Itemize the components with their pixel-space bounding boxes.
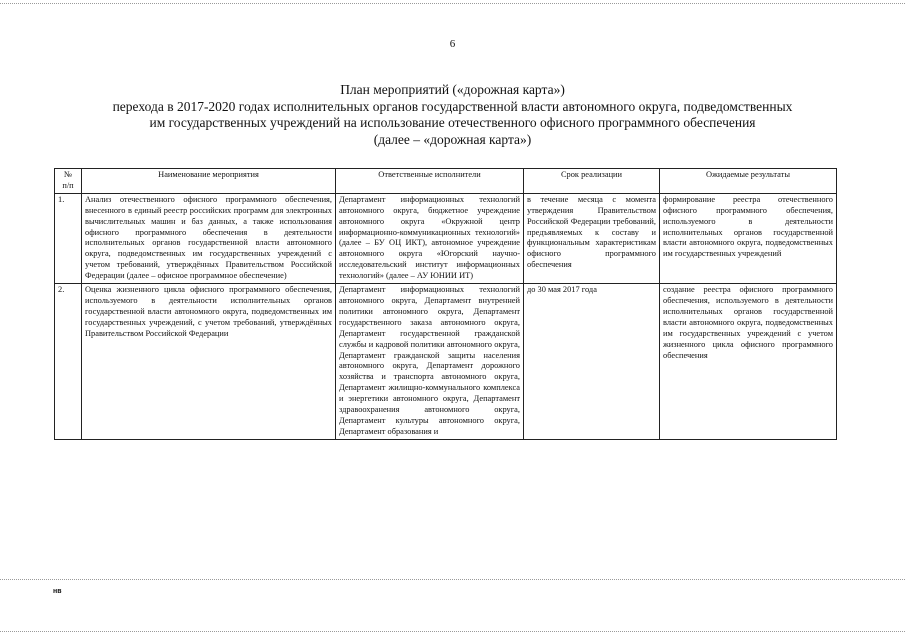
row-number: 2. [55, 284, 82, 440]
header-number: № п/п [55, 169, 82, 194]
scan-artifact-bottom [0, 631, 905, 632]
expected-results: создание реестра офисного программного обеспечения, используемого в деятельности исполнительных органов государственной власти автономного округа, подведомственных им государственных учреждений с учетом жизненного цикла офисного программного обеспечения [660, 284, 837, 440]
roadmap-table [54, 168, 837, 440]
header-responsible: Ответственные исполнители [336, 169, 524, 194]
table-row [55, 284, 837, 440]
table-row [55, 193, 837, 283]
header-deadline: Срок реализации [524, 169, 660, 194]
event-name: Анализ отечественного офисного программного обеспечения, внесенного в единый реестр российских программ для электронных вычислительных машин и баз данных, а также использования офисного программного обеспечения в деятельности исполнительных органов государственной власти автономного округа, подведомственных им государственных учреждений с учетом требований, утверждённых Правительством Российской Федерации (далее – офисное программное обеспечение) [82, 193, 336, 283]
title-line-1: План мероприятий («дорожная карта») [340, 82, 565, 97]
responsible-executors [336, 284, 524, 440]
title-line-2: перехода в 2017-2020 годах исполнительных органов государственной власти автономного округа, подведомственных [112, 98, 793, 114]
footer-mark: нв [53, 588, 62, 595]
event-name: Оценка жизненного цикла офисного программного обеспечения, используемого в деятельности исполнительных органов государственной власти автономного округа, подведомственных им государственных учреждений, с учетом требований, утверждённых Правительством Российской Федерации [82, 284, 336, 440]
title-line-3: им государственных учреждений на использование отечественного офисного программного обеспечения [149, 115, 756, 130]
implementation-deadline: до 30 мая 2017 года [524, 284, 660, 440]
table-header-row [55, 169, 837, 194]
responsible-executors-text: Департамент информационных технологий автономного округа, Департамент внутренней политики автономного округа, Департамент государственного заказа автономного округа, Департамент государственной гражданской службы и кадровой политики автономного округа, Департамент гражданской защиты населения автономного округа, Департамент дорожного хозяйства и транспорта автономного округа, Департамент жилищно-коммунального комплекса и энергетики автономного округа, Департамент здравоохранения автономного округа, Департамент культуры автономного округа, Департамент образования и [339, 285, 520, 436]
page-number: 6 [449, 38, 456, 50]
row-number: 1. [55, 193, 82, 283]
scan-artifact-middle [0, 579, 905, 580]
implementation-deadline: в течение месяца с момента утверждения Правительством Российской Федерации требований, предъявляемых к составу и функциональным характеристикам офисного программного обеспечения [524, 193, 660, 283]
title-line-4: (далее – «дорожная карта») [373, 131, 532, 147]
header-event-name: Наименование мероприятия [82, 169, 336, 194]
header-results: Ожидаемые результаты [660, 169, 837, 194]
document-title [30, 82, 875, 148]
expected-results: формирование реестра отечественного офисного программного обеспечения, используемого в деятельности исполнительных органов государственной власти автономного округа, подведомственных им государственных учреждений [660, 193, 837, 283]
responsible-executors: Департамент информационных технологий автономного округа, бюджетное учреждение автономного округа «Окружной центр информационно-коммуникационных технологий» (далее – БУ ОЦ ИКТ), автономное учреждение автономного округа «Югорский научно-исследовательский институт информационных технологий» (далее – АУ ЮНИИ ИТ) [336, 193, 524, 283]
scan-artifact-top [0, 3, 905, 4]
